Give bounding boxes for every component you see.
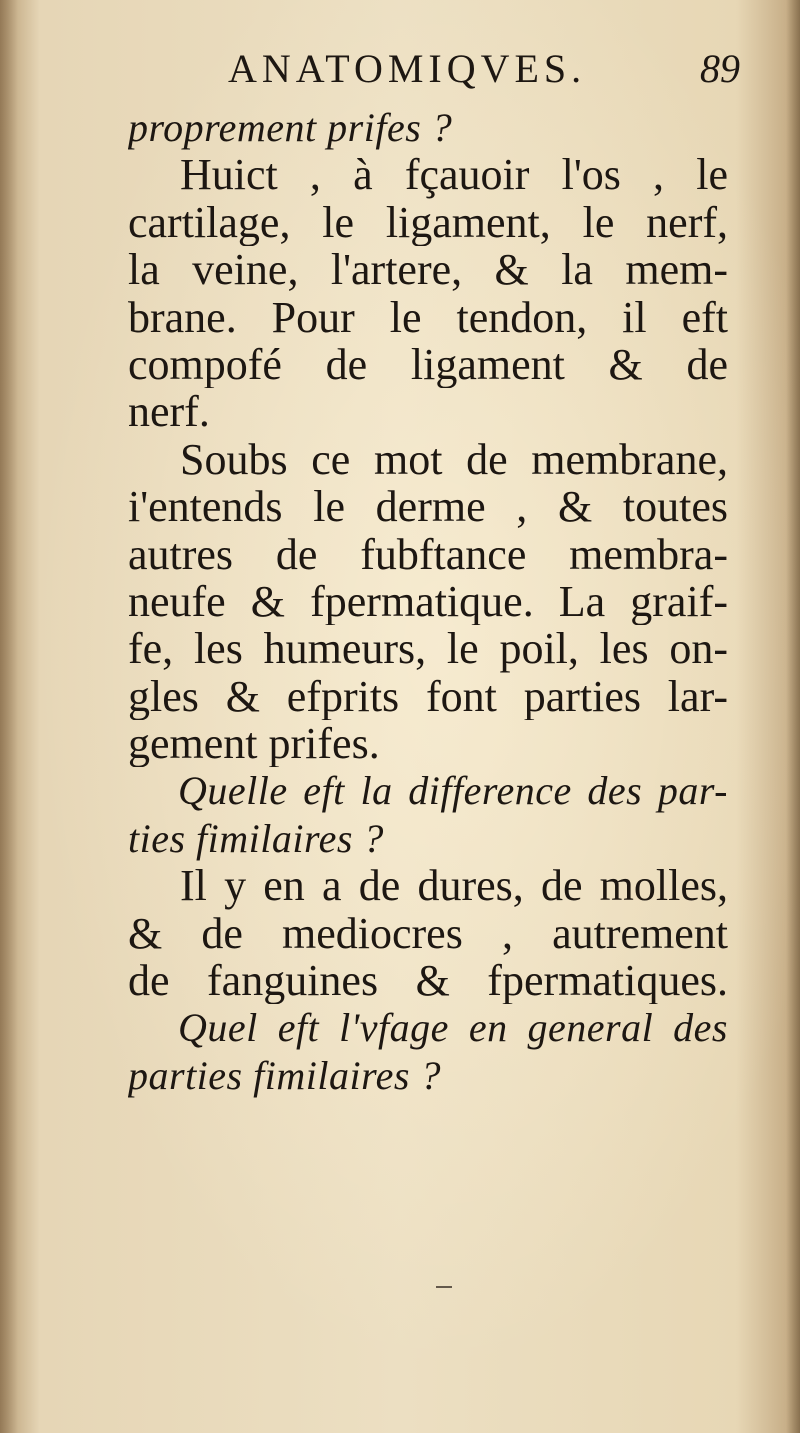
catchword-mark [436, 1286, 452, 1288]
text-line: de fanguines & fpermatiques. [128, 957, 728, 1005]
text-line: i'entends le derme , & toutes [128, 483, 728, 531]
question-line: Quel eft l'vfage en general des [178, 1005, 728, 1051]
text-line: gement prifes. [128, 720, 380, 768]
text-line: brane. Pour le tendon, il eft [128, 293, 728, 341]
text-line: cartilage, le ligament, le nerf, [128, 198, 728, 247]
text-line: nerf. [128, 388, 210, 436]
text-line: la veine, l'artere, & la mem- [128, 246, 728, 294]
page-number: 89 [700, 46, 740, 91]
text-line: neufe & fpermatique. La graif- [128, 577, 728, 626]
running-title: ANATOMIQVES. [228, 46, 587, 91]
body-text [128, 104, 728, 1099]
page-header [228, 34, 740, 104]
text-line: autres de fubftance membra- [128, 530, 728, 578]
text-line: Huict , à fçauoir l'os , le [180, 151, 728, 199]
text-line: Il y en a de dures, de molles, [180, 862, 728, 910]
question-line: ties fimilaires ? [128, 815, 384, 861]
text-line: compofé de ligament & de [128, 340, 728, 389]
question-line: parties fimilaires ? [128, 1052, 441, 1098]
text-line: gles & efprits font parties lar- [128, 672, 728, 721]
text-line: Soubs ce mot de membrane, [180, 435, 728, 484]
question-line: Quelle eft la difference des par- [178, 768, 728, 814]
text-line: proprement prifes ? [128, 105, 453, 150]
text-line: fe, les humeurs, le poil, les on- [128, 625, 728, 673]
text-line: & de mediocres , autrement [128, 909, 728, 958]
